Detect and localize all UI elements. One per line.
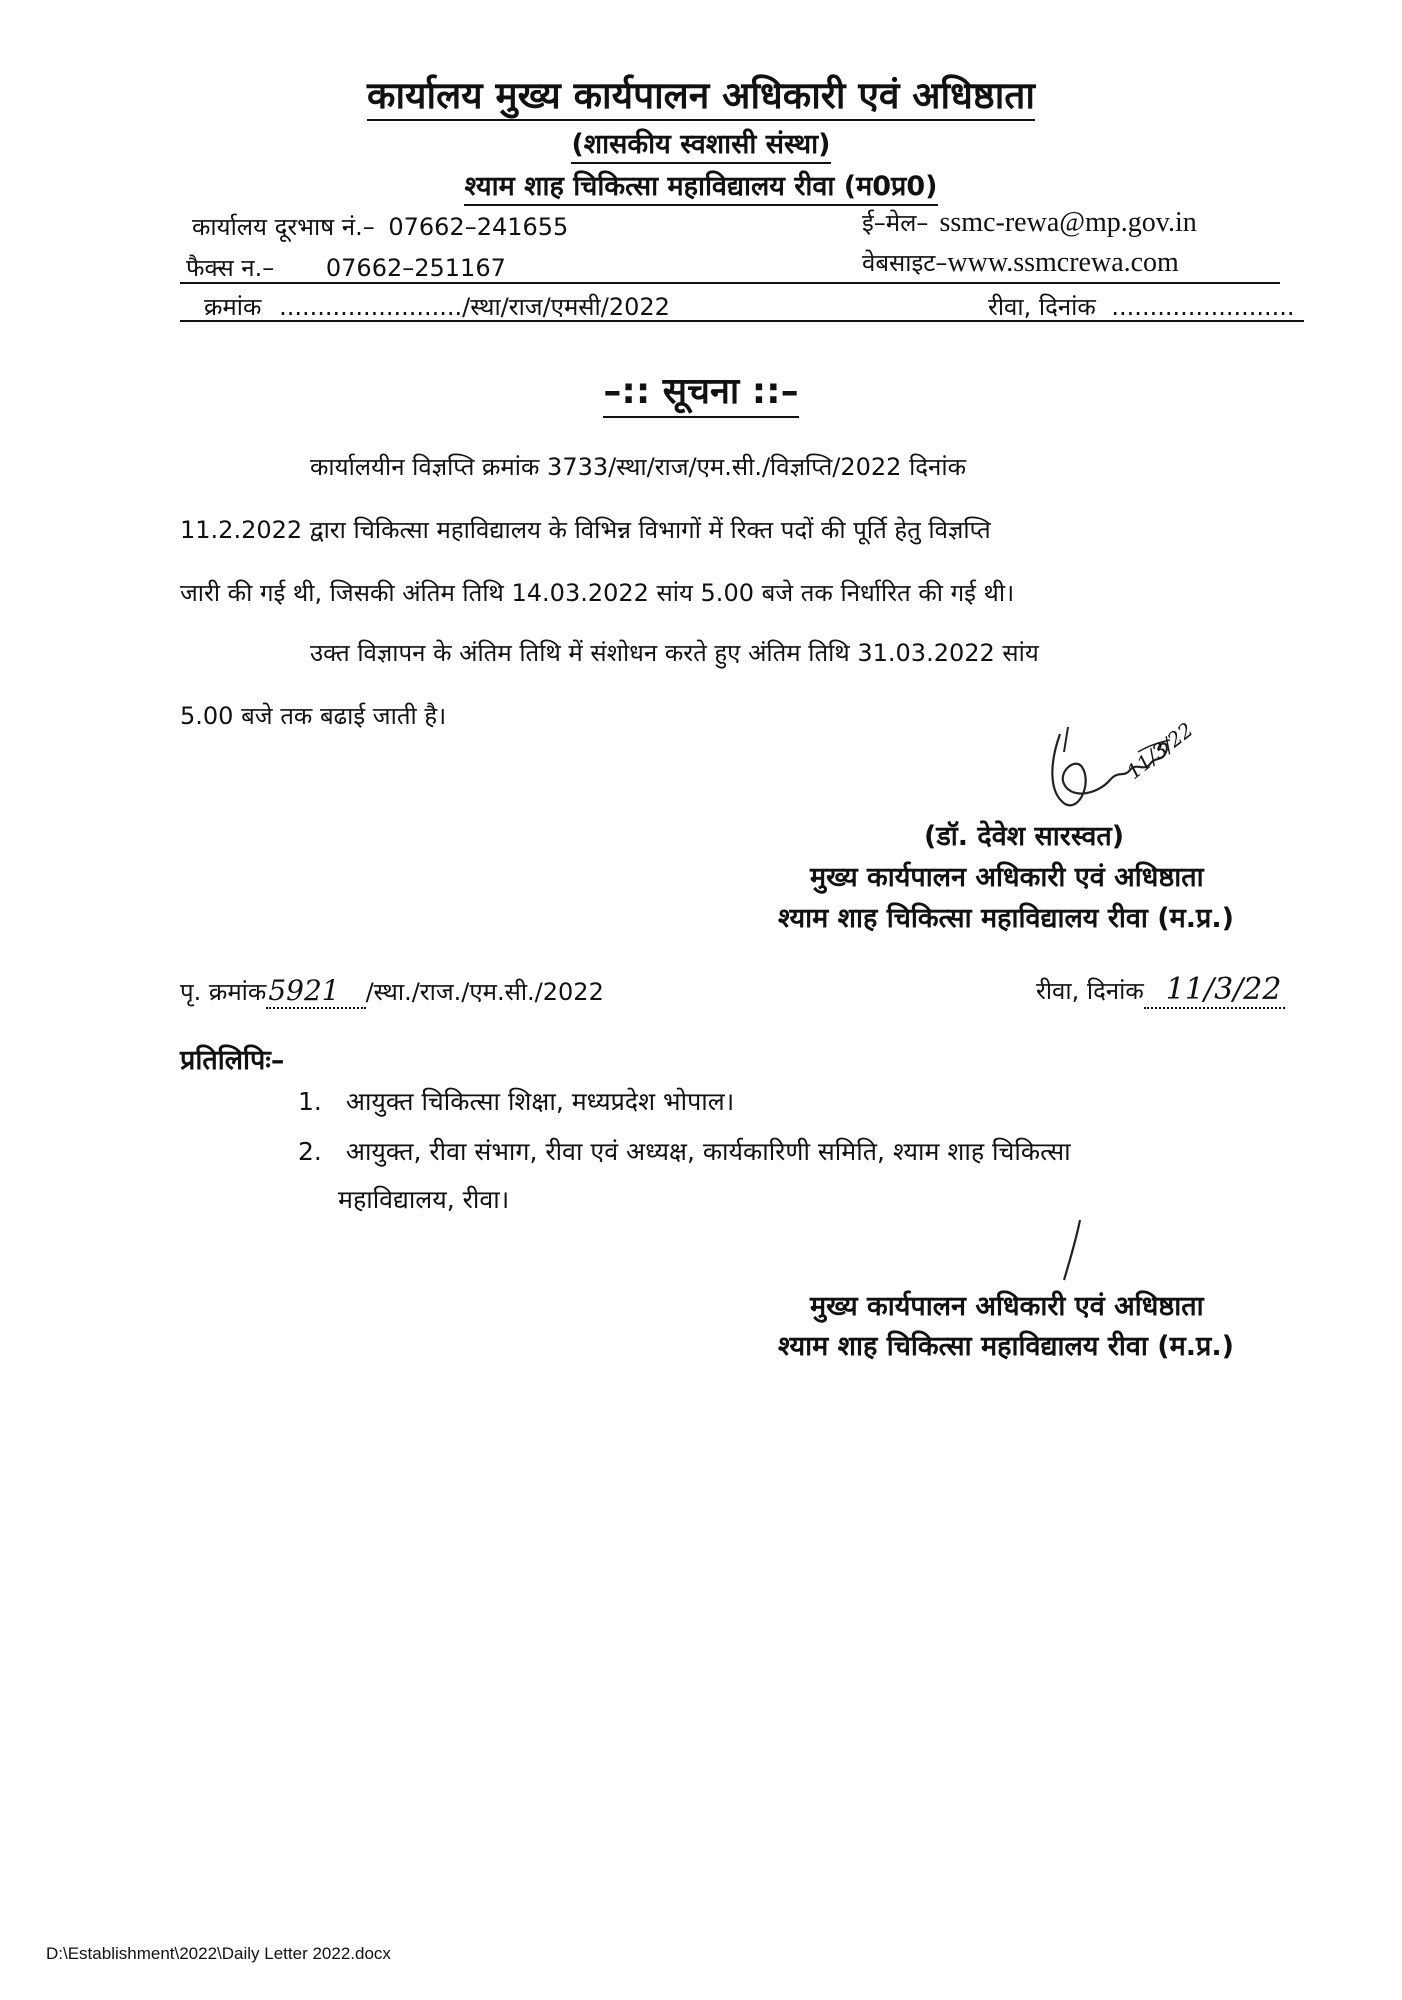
website-url: www.ssmcrewa.com bbox=[947, 247, 1179, 278]
email-label: ई–मेल– bbox=[862, 209, 929, 237]
endorsement-ref-suffix: /स्था./राज./एम.सी./2022 bbox=[365, 978, 604, 1006]
copy-item-1-text: आयुक्त चिकित्सा शिक्षा, मध्यप्रदेश भोपाल। bbox=[345, 1087, 735, 1116]
endorsement-designation: मुख्य कार्यपालन अधिकारी एवं अधिष्ठाता bbox=[810, 1291, 1204, 1322]
reference-suffix: /स्था/राज/एमसी/2022 bbox=[462, 293, 670, 321]
fax-line bbox=[186, 251, 506, 284]
endorsement-ref-label: पृ. क्रमांक bbox=[180, 978, 267, 1006]
reference-label: क्रमांक bbox=[204, 293, 262, 321]
header-rule-top bbox=[180, 282, 1280, 284]
notice-paragraph-1 bbox=[180, 436, 1330, 625]
signatory-designation: मुख्य कार्यपालन अधिकारी एवं अधिष्ठाता bbox=[810, 862, 1204, 893]
reference-line bbox=[204, 290, 670, 323]
email-line bbox=[862, 206, 1197, 239]
header-rule-bottom bbox=[180, 320, 1304, 322]
phone-number: 07662–241655 bbox=[388, 213, 569, 241]
endorsement-ref-number: 5921 bbox=[266, 974, 365, 1009]
paragraph-1-line-1: कार्यालयीन विज्ञप्ति क्रमांक 3733/स्था/राज/एम.सी./विज्ञप्ति/2022 दिनांक bbox=[310, 453, 967, 481]
footer-file-path: D:\Establishment\2022\Daily Letter 2022.docx bbox=[46, 1944, 391, 1963]
initial-mark bbox=[1058, 1216, 1088, 1286]
paragraph-2-line-1: उक्त विज्ञापन के अंतिम तिथि में संशोधन करते हुए अंतिम तिथि 31.03.2022 सांय bbox=[310, 639, 1039, 667]
notice-title: –:: सूचना ::– bbox=[0, 365, 1402, 414]
paragraph-1-line-3: जारी की गई थी, जिसकी अंतिम तिथि 14.03.2022 सांय 5.00 बजे तक निर्धारित की गई थी। bbox=[180, 579, 1015, 607]
email-address: ssmc-rewa@mp.gov.in bbox=[939, 207, 1197, 238]
copy-item-2-continuation: महाविद्यालय, रीवा। bbox=[338, 1185, 510, 1214]
copy-item-2 bbox=[298, 1134, 1071, 1168]
website-label: वेबसाइट– bbox=[862, 249, 948, 277]
office-subtitle: (शासकीय स्वशासी संस्था) bbox=[0, 124, 1402, 161]
phone-line bbox=[192, 210, 568, 243]
copy-item-2-number: 2. bbox=[298, 1137, 322, 1166]
fax-number: 07662–251167 bbox=[325, 254, 506, 282]
paragraph-1-line-2: 11.2.2022 द्वारा चिकित्सा महाविद्यालय के विभिन्न विभागों में रिक्त पदों की पूर्ति हेतु विज्ञप्ति bbox=[180, 516, 991, 544]
endorsement-institution: श्याम शाह चिकित्सा महाविद्यालय रीवा (म.प्र.) bbox=[778, 1331, 1234, 1362]
copy-item-1-number: 1. bbox=[298, 1087, 322, 1116]
endorsement-date-line bbox=[1036, 972, 1285, 1007]
copy-item-1 bbox=[298, 1084, 734, 1118]
copy-item-2-text: आयुक्त, रीवा संभाग, रीवा एवं अध्यक्ष, कार्यकारिणी समिति, श्याम शाह चिकित्सा bbox=[345, 1137, 1071, 1166]
fax-label: फैक्स न.– bbox=[186, 254, 275, 282]
copy-label: प्रतिलिपिः– bbox=[180, 1045, 285, 1076]
date-blank: ........................ bbox=[1111, 293, 1295, 321]
office-title: कार्यालय मुख्य कार्यपालन अधिकारी एवं अधिष्ठाता bbox=[0, 68, 1402, 119]
signature-date: 11/3/22 bbox=[1122, 717, 1198, 784]
website-line bbox=[862, 246, 1179, 279]
date-line bbox=[988, 290, 1295, 323]
signatory-name: (डॉ. देवेश सारस्वत) bbox=[924, 821, 1125, 852]
endorsement-date-label: रीवा, दिनांक bbox=[1036, 977, 1144, 1005]
endorsement-reference bbox=[180, 974, 604, 1008]
endorsement-date: 11/3/22 bbox=[1144, 972, 1286, 1009]
paragraph-2-line-2: 5.00 बजे तक बढाई जाती है। bbox=[180, 702, 447, 730]
reference-blank: ........................ bbox=[279, 293, 463, 321]
institution-name: श्याम शाह चिकित्सा महाविद्यालय रीवा (म0प्र0) bbox=[0, 166, 1402, 203]
signatory-institution: श्याम शाह चिकित्सा महाविद्यालय रीवा (म.प्र.) bbox=[778, 903, 1234, 934]
date-label: रीवा, दिनांक bbox=[988, 293, 1096, 321]
phone-label: कार्यालय दूरभाष नं.– bbox=[192, 213, 375, 241]
